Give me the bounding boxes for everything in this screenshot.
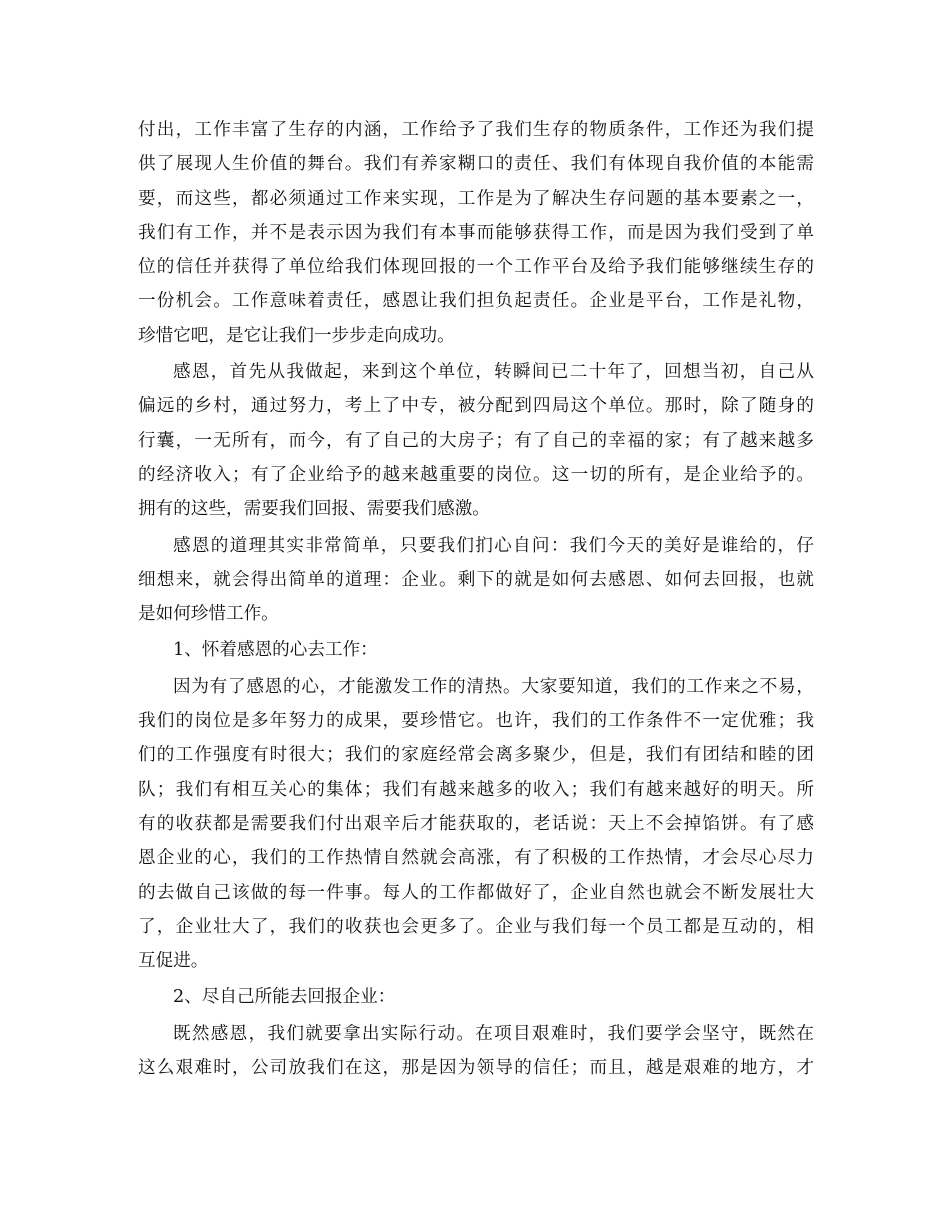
paragraph-first-line: 因为有了感恩的心，才能激发工作的清热。大家要知道，我们的工作来之不易， [173,676,814,697]
text-line: 我们有工作，并不是表示因为我们有本事而能够获得工作，而是因为我们受到了单 [138,222,814,243]
text-line: 要，而这些，都必须通过工作来实现，工作是为了解决生存问题的基本要素之一， [138,188,814,209]
paragraph-first-line: 感恩，首先从我做起，来到这个单位，转瞬间已二十年了，回想当初，自己从 [173,362,814,383]
paragraph-first-line: 感恩的道理其实非常简单，只要我们扪心自问：我们今天的美好是谁给的，仔 [173,535,814,556]
text-line: 我们的岗位是多年努力的成果，要珍惜它。也许，我们的工作条件不一定优雅；我 [138,711,814,732]
text-line: 的去做自己该做的每一件事。每人的工作都做好了，企业自然也就会不断发展壮大 [138,882,814,903]
document-body [138,113,814,1085]
text-line: 了，企业壮大了，我们的收获也会更多了。企业与我们每一个员工都是互动的，相 [138,916,814,937]
text-line: 一份机会。工作意味着责任，感恩让我们担负起责任。企业是平台，工作是礼物， [138,291,814,312]
paragraph-first-line: 既然感恩，我们就要拿出实际行动。在项目艰难时，我们要学会坚守，既然在 [173,1023,814,1044]
section-heading-2: 2、尽自己所能去回报企业： [173,987,396,1008]
text-line: 这么艰难时，公司放我们在这，那是因为领导的信任；而且，越是艰难的地方，才 [138,1058,814,1079]
text-line: 是如何珍惜工作。 [138,604,279,625]
text-line: 拥有的这些，需要我们回报、需要我们感激。 [138,499,490,520]
section-heading-1: 1、怀着感恩的心去工作： [173,640,378,661]
text-line: 恩企业的心，我们的工作热情自然就会高涨，有了积极的工作热情，才会尽心尽力 [138,848,814,869]
text-line: 付出，工作丰富了生存的内涵，工作给予了我们生存的物质条件，工作还为我们提 [138,120,814,140]
text-line: 细想来，就会得出简单的道理：企业。剩下的就是如何去感恩、如何去回报，也就 [138,569,814,590]
text-line: 有的收获都是需要我们付出艰辛后才能获取的，老话说：天上不会掉馅饼。有了感 [138,813,814,834]
text-line: 们的工作强度有时很大；我们的家庭经常会离多聚少，但是，我们有团结和睦的团 [138,745,814,766]
text-line: 偏远的乡村，通过努力，考上了中专，被分配到四局这个单位。那时，除了随身的 [138,396,814,417]
text-line: 行囊，一无所有，而今，有了自己的大房子；有了自己的幸福的家；有了越来越多 [138,430,814,451]
text-line: 的经济收入；有了企业给予的越来越重要的岗位。这一切的所有，是企业给予的。 [138,464,814,485]
text-line: 互促进。 [138,951,209,972]
text-line: 珍惜它吧，是它让我们一步步走向成功。 [138,325,455,346]
text-line: 队；我们有相互关心的集体；我们有越来越多的收入；我们有越来越好的明天。所 [138,779,814,800]
text-line: 位的信任并获得了单位给我们体现回报的一个工作平台及给予我们能够继续生存的 [138,257,814,278]
text-line: 供了展现人生价值的舞台。我们有养家糊口的责任、我们有体现自我价值的本能需 [138,154,814,175]
